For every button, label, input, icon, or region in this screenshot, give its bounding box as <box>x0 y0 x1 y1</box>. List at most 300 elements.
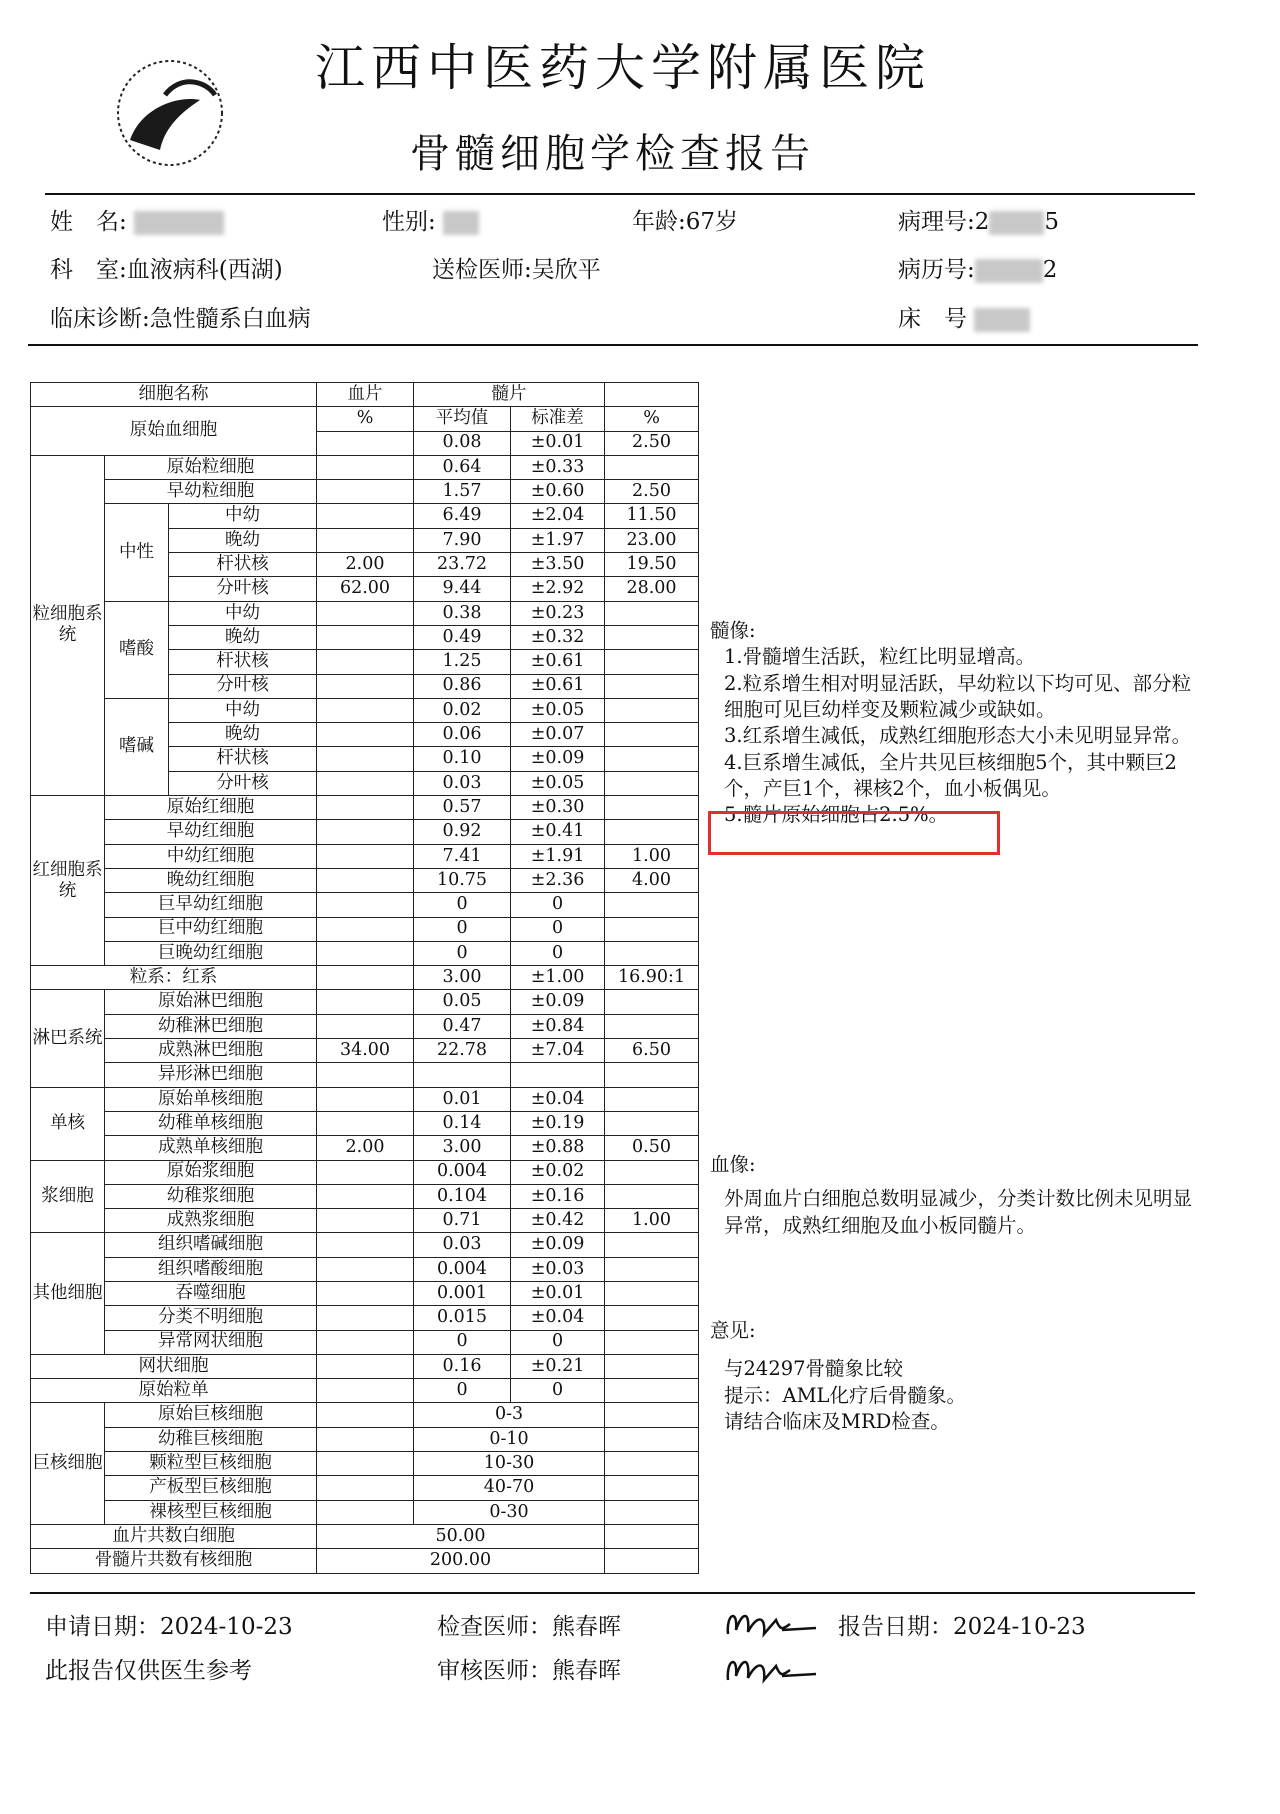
sex-field <box>382 203 479 236</box>
sex-label: 性别: <box>382 209 436 235</box>
diagnosis-label: 临床诊断: <box>50 306 150 332</box>
header-rule-top <box>45 193 1195 195</box>
row-name: 幼稚淋巴细胞 <box>105 1014 317 1038</box>
row-mean: 9.44 <box>414 577 511 601</box>
row-blood <box>317 1403 414 1427</box>
row-mean: 0.38 <box>414 601 511 625</box>
row-sd: ±1.97 <box>511 528 605 552</box>
table-row <box>31 1524 699 1548</box>
row-name: 晚幼 <box>169 625 317 649</box>
marrow-line-4: 4.巨系增生减低，全片共见巨核细胞5个，其中颗巨2个，产巨1个，裸核2个，血小板偶见。 <box>724 750 1177 800</box>
diagnosis-value: 急性髓系白血病 <box>149 306 311 332</box>
table-row <box>31 868 699 892</box>
row-pct <box>605 820 699 844</box>
row-name: 成熟单核细胞 <box>105 1136 317 1160</box>
row-pct <box>605 1330 699 1354</box>
name-redacted <box>134 211 224 235</box>
row-sd: ±0.61 <box>511 674 605 698</box>
row-sd: ±0.21 <box>511 1354 605 1378</box>
row-pct <box>605 1379 699 1403</box>
row-blood <box>317 1306 414 1330</box>
row-pct <box>605 1184 699 1208</box>
row-pct <box>605 723 699 747</box>
row-blood <box>317 674 414 698</box>
row-range: 0-10 <box>414 1427 605 1451</box>
review-doctor-signature <box>722 1644 820 1692</box>
row-name: 早幼粒细胞 <box>105 480 317 504</box>
row-mean: 7.90 <box>414 528 511 552</box>
subgroup-baso: 嗜碱 <box>105 698 169 795</box>
table-row <box>31 504 699 528</box>
row-mean: 0.47 <box>414 1014 511 1038</box>
header-blood: 血片 <box>317 383 414 407</box>
row-mean: 0.01 <box>414 1087 511 1111</box>
row-blood <box>317 893 414 917</box>
dept-field <box>50 251 283 284</box>
row-sd: ±0.23 <box>511 601 605 625</box>
row-mean: 1.57 <box>414 480 511 504</box>
table-row <box>31 455 699 479</box>
record-no-field <box>898 251 1057 284</box>
row-mean: 0.03 <box>414 771 511 795</box>
group-other: 其他细胞 <box>31 1233 105 1354</box>
row-blood <box>317 1087 414 1111</box>
row-mean: 0 <box>414 941 511 965</box>
row-name: 分叶核 <box>169 674 317 698</box>
table-row <box>31 1354 699 1378</box>
row-blood <box>317 796 414 820</box>
table-row <box>31 1427 699 1451</box>
header-marrow-pct: % <box>605 407 699 431</box>
row-pct <box>605 674 699 698</box>
marrow-title: 髓像: <box>710 619 756 642</box>
table-row <box>31 1330 699 1354</box>
row-pct <box>605 601 699 625</box>
row-blood <box>317 1233 414 1257</box>
table-row <box>31 1549 699 1573</box>
dept-value: 血液病科(西湖) <box>126 257 283 283</box>
row-mean: 7.41 <box>414 844 511 868</box>
row-name: 中幼红细胞 <box>105 844 317 868</box>
row-total-value: 200.00 <box>317 1549 605 1573</box>
row-pct <box>605 990 699 1014</box>
row-name: 分叶核 <box>169 577 317 601</box>
row-mean: 0.001 <box>414 1281 511 1305</box>
row-sd: ±2.36 <box>511 868 605 892</box>
pathology-no-field <box>898 203 1059 236</box>
row-pct <box>605 747 699 771</box>
row-blood <box>317 1330 414 1354</box>
marrow-line-3: 3.红系增生减低，成熟红细胞形态大小未见明显异常。 <box>724 724 1192 748</box>
row-mean: 0.57 <box>414 796 511 820</box>
row-pct <box>605 771 699 795</box>
row-pct: 11.50 <box>605 504 699 528</box>
pathology-no-label: 病理号: <box>898 209 975 235</box>
row-name: 幼稚浆细胞 <box>105 1184 317 1208</box>
marrow-findings <box>710 644 1210 828</box>
doctor-field <box>432 251 601 284</box>
row-sd: ±0.05 <box>511 698 605 722</box>
dept-label: 科 室: <box>50 257 127 283</box>
blood-title: 血像: <box>710 1153 756 1176</box>
row-name: 粒系：红系 <box>31 966 317 990</box>
row-mean: 0.004 <box>414 1160 511 1184</box>
table-row <box>31 1281 699 1305</box>
row-name: 中幼 <box>169 504 317 528</box>
row-mean: 0.03 <box>414 1233 511 1257</box>
row-blood <box>317 1354 414 1378</box>
row-sd: ±0.07 <box>511 723 605 747</box>
footer-rule <box>30 1592 1195 1594</box>
row-blood <box>317 941 414 965</box>
row-sd: 0 <box>511 1330 605 1354</box>
row-sd: ±0.01 <box>511 1281 605 1305</box>
row-name: 颗粒型巨核细胞 <box>105 1452 317 1476</box>
bed-field <box>898 300 1030 333</box>
row-name: 幼稚巨核细胞 <box>105 1427 317 1451</box>
table-row <box>31 1087 699 1111</box>
blood-text: 外周血片白细胞总数明显减少，分类计数比例未见明显异常，成熟红细胞及血小板同髓片。 <box>724 1187 1193 1237</box>
row-sd: ±0.16 <box>511 1184 605 1208</box>
pathology-no-suffix: 5 <box>1044 209 1060 235</box>
opinion-title: 意见: <box>710 1319 756 1342</box>
row-range: 40-70 <box>414 1476 605 1500</box>
row-mean: 0 <box>414 1330 511 1354</box>
pathology-no-redacted <box>989 211 1044 235</box>
header-blood-pct: % <box>317 407 414 431</box>
row-pct <box>605 796 699 820</box>
table-row <box>31 1111 699 1135</box>
row-blood <box>317 1014 414 1038</box>
opinion-line-2: 提示：AML化疗后骨髓象。 <box>724 1383 966 1407</box>
table-row <box>31 966 699 990</box>
row-pct: 6.50 <box>605 1039 699 1063</box>
header-rule-bottom <box>28 344 1198 346</box>
table-row <box>31 1500 699 1524</box>
row-blood: 2.00 <box>317 1136 414 1160</box>
row-pct <box>605 455 699 479</box>
row-blood <box>317 990 414 1014</box>
group-gran: 粒细胞系统 <box>31 455 105 795</box>
hospital-name: 江西中医药大学附属医院 <box>315 39 931 97</box>
table-row <box>31 601 699 625</box>
row-name: 中幼 <box>169 601 317 625</box>
pathology-no-prefix: 2 <box>974 209 990 235</box>
blast-pct: 2.50 <box>605 431 699 455</box>
row-pct <box>605 1500 699 1524</box>
row-pct <box>605 941 699 965</box>
row-total-name: 骨髓片共数有核细胞 <box>31 1549 317 1573</box>
row-blood: 2.00 <box>317 553 414 577</box>
row-sd: ±0.05 <box>511 771 605 795</box>
age-label: 年龄: <box>632 209 686 235</box>
row-mean: 6.49 <box>414 504 511 528</box>
row-mean: 1.25 <box>414 650 511 674</box>
table-row <box>31 893 699 917</box>
name-label: 姓 名: <box>50 209 127 235</box>
row-blood <box>317 698 414 722</box>
row-name: 杆状核 <box>169 650 317 674</box>
record-no-suffix: 2 <box>1042 257 1058 283</box>
marrow-line-2: 2.粒系增生相对明显活跃，早幼粒以下均可见、部分粒细胞可见巨幼样变及颗粒减少或缺如。 <box>724 671 1192 721</box>
row-range: 10-30 <box>414 1452 605 1476</box>
row-mean: 22.78 <box>414 1039 511 1063</box>
opinion-line-1: 与24297骨髓象比较 <box>724 1357 904 1381</box>
row-pct <box>605 893 699 917</box>
row-sd: ±0.19 <box>511 1111 605 1135</box>
row-mean: 0.49 <box>414 625 511 649</box>
blast-sd: ±0.01 <box>511 431 605 455</box>
row-mean: 0 <box>414 917 511 941</box>
age-field <box>632 203 738 236</box>
row-name: 分叶核 <box>169 771 317 795</box>
row-blood <box>317 625 414 649</box>
row-mean: 3.00 <box>414 1136 511 1160</box>
row-pct <box>605 1087 699 1111</box>
row-name: 网状细胞 <box>31 1354 317 1378</box>
row-blood: 62.00 <box>317 577 414 601</box>
row-name: 成熟浆细胞 <box>105 1209 317 1233</box>
row-blood <box>317 1160 414 1184</box>
row-mean: 0.104 <box>414 1184 511 1208</box>
table-row <box>31 1039 699 1063</box>
table-row <box>31 844 699 868</box>
row-pct <box>605 650 699 674</box>
row-range: 0-30 <box>414 1500 605 1524</box>
row-blood <box>317 528 414 552</box>
row-name: 产板型巨核细胞 <box>105 1476 317 1500</box>
row-pct <box>605 1452 699 1476</box>
row-name: 原始红细胞 <box>105 796 317 820</box>
table-row <box>31 1403 699 1427</box>
row-mean: 3.00 <box>414 966 511 990</box>
row-name: 杆状核 <box>169 553 317 577</box>
subgroup-eos: 嗜酸 <box>105 601 169 698</box>
row-sd: ±0.30 <box>511 796 605 820</box>
table-row <box>31 1452 699 1476</box>
row-sd <box>511 1063 605 1087</box>
row-blood <box>317 1379 414 1403</box>
opinion-lines <box>710 1356 1210 1435</box>
row-pct <box>605 698 699 722</box>
row-blood <box>317 601 414 625</box>
diagnosis-field <box>50 300 311 333</box>
doctor-value: 吴欣平 <box>531 257 601 283</box>
opinion-line-3: 请结合临床及MRD检查。 <box>724 1409 950 1433</box>
row-mean: 0.71 <box>414 1209 511 1233</box>
row-blood <box>317 966 414 990</box>
row-pct: 23.00 <box>605 528 699 552</box>
group-mega: 巨核细胞 <box>31 1403 105 1524</box>
report-title: 骨髓细胞学检查报告 <box>410 131 815 177</box>
table-row <box>31 1306 699 1330</box>
row-blood <box>317 820 414 844</box>
row-mean: 0.92 <box>414 820 511 844</box>
doctor-label: 送检医师: <box>432 257 532 283</box>
highlight-box <box>708 811 1000 855</box>
row-mean: 0 <box>414 1379 511 1403</box>
age-value: 67岁 <box>685 209 739 235</box>
row-sd: 0 <box>511 893 605 917</box>
table-row <box>31 917 699 941</box>
row-pct: 1.00 <box>605 844 699 868</box>
review-doctor: 审核医师：熊春晖 <box>437 1658 621 1684</box>
table-row <box>31 1063 699 1087</box>
apply-date: 申请日期：2024-10-23 <box>45 1614 293 1640</box>
row-name: 原始粒细胞 <box>105 455 317 479</box>
row-sd: ±2.92 <box>511 577 605 601</box>
blast-mean: 0.08 <box>414 431 511 455</box>
table-row <box>31 1233 699 1257</box>
row-blood <box>317 723 414 747</box>
row-sd: 0 <box>511 917 605 941</box>
row-mean: 0.64 <box>414 455 511 479</box>
row-pct <box>605 1476 699 1500</box>
row-pct: 16.90:1 <box>605 966 699 990</box>
row-pct: 1.00 <box>605 1209 699 1233</box>
row-blood <box>317 1427 414 1451</box>
table-row <box>31 1014 699 1038</box>
row-blood <box>317 917 414 941</box>
row-pct <box>605 1524 699 1548</box>
sex-redacted <box>443 211 479 235</box>
row-sd: ±0.88 <box>511 1136 605 1160</box>
row-blood <box>317 868 414 892</box>
row-name: 巨早幼红细胞 <box>105 893 317 917</box>
row-name: 原始粒单 <box>31 1379 317 1403</box>
row-total-value: 50.00 <box>317 1524 605 1548</box>
row-sd: ±3.50 <box>511 553 605 577</box>
group-lym: 淋巴系统 <box>31 990 105 1087</box>
exam-doctor: 检查医师：熊春晖 <box>437 1614 621 1640</box>
row-blood: 34.00 <box>317 1039 414 1063</box>
cell-count-table <box>30 382 699 1574</box>
row-range: 0-3 <box>414 1403 605 1427</box>
record-no-redacted <box>975 259 1043 283</box>
row-pct: 2.50 <box>605 480 699 504</box>
row-mean <box>414 1063 511 1087</box>
row-sd: ±0.09 <box>511 1233 605 1257</box>
row-pct <box>605 1014 699 1038</box>
row-blood <box>317 455 414 479</box>
row-pct: 0.50 <box>605 1136 699 1160</box>
table-row <box>31 1257 699 1281</box>
row-sd: ±0.09 <box>511 990 605 1014</box>
subgroup-neut: 中性 <box>105 504 169 601</box>
row-name: 分类不明细胞 <box>105 1306 317 1330</box>
row-pct <box>605 1063 699 1087</box>
header-empty <box>605 383 699 407</box>
row-sd: ±0.61 <box>511 650 605 674</box>
row-name: 幼稚单核细胞 <box>105 1111 317 1135</box>
row-pct <box>605 1427 699 1451</box>
row-blood <box>317 844 414 868</box>
row-mean: 0 <box>414 893 511 917</box>
row-pct: 4.00 <box>605 868 699 892</box>
marrow-line-5: 5.髓片原始细胞占2.5%。 <box>724 803 949 827</box>
name-field <box>50 203 224 236</box>
row-blood <box>317 1184 414 1208</box>
row-sd: ±0.04 <box>511 1306 605 1330</box>
row-sd: ±0.02 <box>511 1160 605 1184</box>
row-sd: ±0.41 <box>511 820 605 844</box>
row-mean: 0.16 <box>414 1354 511 1378</box>
group-ery: 红细胞系统 <box>31 796 105 966</box>
report-date: 报告日期：2024-10-23 <box>838 1614 1086 1640</box>
row-sd: 0 <box>511 941 605 965</box>
exam-doctor-signature <box>722 1600 820 1648</box>
row-name: 原始浆细胞 <box>105 1160 317 1184</box>
header-blast: 原始血细胞 <box>31 407 317 456</box>
record-no-label: 病历号: <box>898 257 975 283</box>
row-blood <box>317 504 414 528</box>
table-row <box>31 1476 699 1500</box>
row-mean: 0.10 <box>414 747 511 771</box>
row-pct <box>605 1306 699 1330</box>
table-row <box>31 820 699 844</box>
row-name: 晚幼 <box>169 723 317 747</box>
row-pct <box>605 1111 699 1135</box>
row-name: 晚幼 <box>169 528 317 552</box>
row-mean: 0.05 <box>414 990 511 1014</box>
row-name: 杆状核 <box>169 747 317 771</box>
row-name: 裸核型巨核细胞 <box>105 1500 317 1524</box>
table-row <box>31 1136 699 1160</box>
row-pct <box>605 917 699 941</box>
row-mean: 0.02 <box>414 698 511 722</box>
table-row <box>31 698 699 722</box>
row-blood <box>317 1500 414 1524</box>
row-blood <box>317 771 414 795</box>
row-sd: ±0.09 <box>511 747 605 771</box>
row-name: 原始巨核细胞 <box>105 1403 317 1427</box>
row-name: 早幼红细胞 <box>105 820 317 844</box>
row-pct <box>605 1354 699 1378</box>
row-blood <box>317 1281 414 1305</box>
row-name: 异形淋巴细胞 <box>105 1063 317 1087</box>
row-pct <box>605 1160 699 1184</box>
row-name: 成熟淋巴细胞 <box>105 1039 317 1063</box>
row-name: 组织嗜酸细胞 <box>105 1257 317 1281</box>
bed-label: 床 号 <box>898 306 967 332</box>
row-mean: 10.75 <box>414 868 511 892</box>
table-row <box>31 941 699 965</box>
row-pct <box>605 625 699 649</box>
header-mean: 平均值 <box>414 407 511 431</box>
row-blood <box>317 480 414 504</box>
row-pct: 28.00 <box>605 577 699 601</box>
row-blood <box>317 1063 414 1087</box>
header-marrow: 髓片 <box>414 383 605 407</box>
opinion-section <box>710 1318 1210 1435</box>
row-sd: ±0.33 <box>511 455 605 479</box>
row-pct <box>605 1257 699 1281</box>
row-mean: 0.004 <box>414 1257 511 1281</box>
table-row <box>31 990 699 1014</box>
row-mean: 0.14 <box>414 1111 511 1135</box>
row-name: 巨中幼红细胞 <box>105 917 317 941</box>
table-header-row <box>31 383 699 407</box>
row-sd: ±1.00 <box>511 966 605 990</box>
row-mean: 0.015 <box>414 1306 511 1330</box>
group-plasma: 浆细胞 <box>31 1160 105 1233</box>
row-name: 异常网状细胞 <box>105 1330 317 1354</box>
table-row <box>31 480 699 504</box>
row-sd: ±7.04 <box>511 1039 605 1063</box>
row-name: 原始单核细胞 <box>105 1087 317 1111</box>
marrow-section <box>710 618 1210 829</box>
row-name: 巨晚幼红细胞 <box>105 941 317 965</box>
